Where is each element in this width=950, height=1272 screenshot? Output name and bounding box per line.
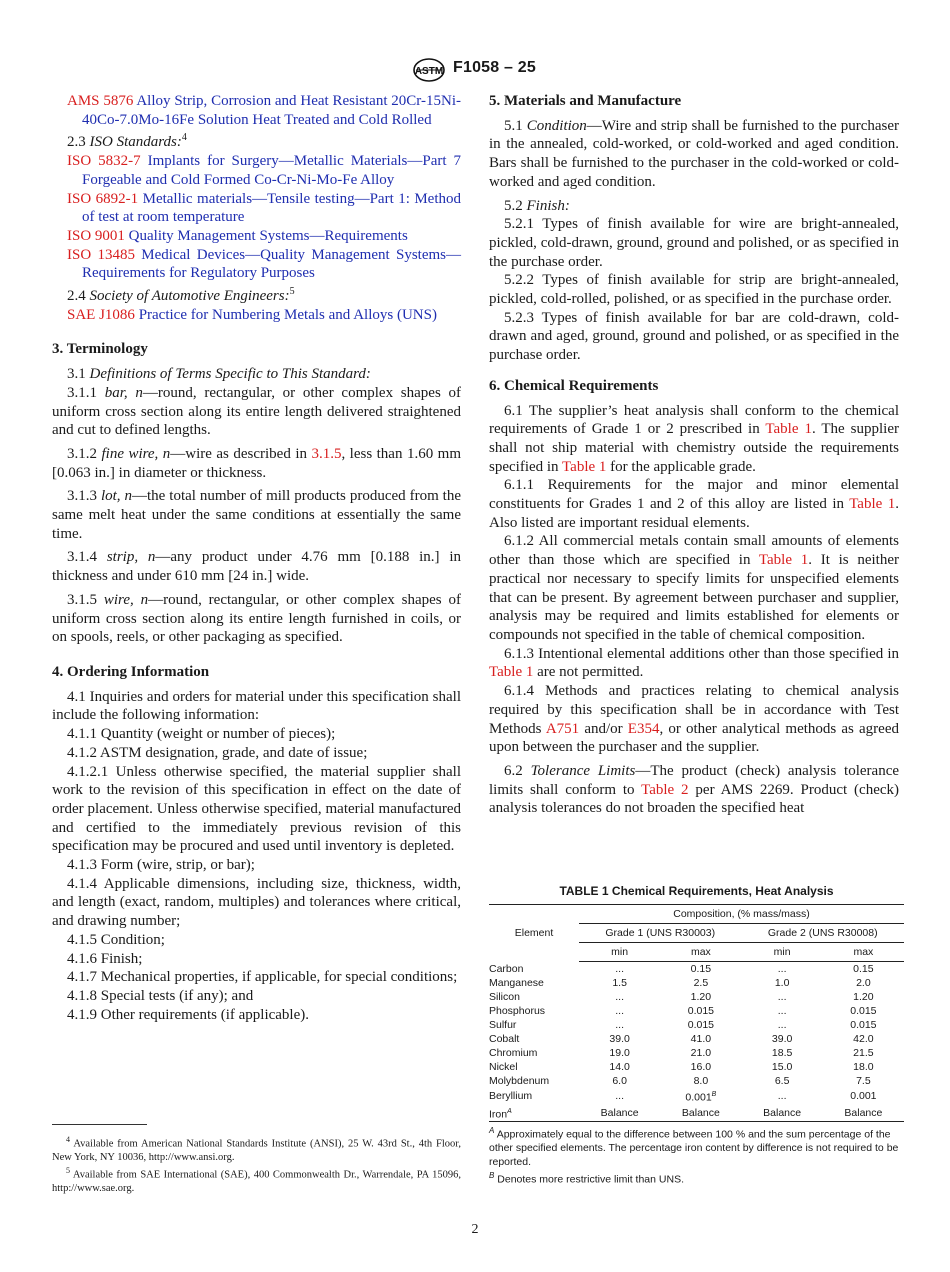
para-5-2: 5.2 Finish:	[504, 197, 570, 214]
terminology-heading: 3. Terminology	[52, 341, 148, 358]
table-row	[489, 1046, 904, 1060]
table-note-b: $^B$ Denotes more restrictive limit than UNS.	[489, 1171, 684, 1186]
element-name: Silicon	[489, 991, 520, 1003]
table-row	[489, 1004, 904, 1018]
reference-code[interactable]: SAE J1086	[67, 306, 135, 323]
link-table-2[interactable]: Table 2	[641, 781, 689, 798]
reference-item	[52, 306, 461, 325]
definition-bar: 3.1.1 bar, n—round, rectangular, or other complex shapes of uniform cross section along its entire length delivered straightened and cut to defined lengths.	[52, 384, 461, 439]
table-row	[489, 962, 904, 977]
reference-item	[52, 152, 461, 189]
element-name: Cobalt	[489, 1033, 520, 1045]
para-6-1-2: 6.1.2 All commercial metals contain small amounts of elements other than those which are specified in Table 1. It is neither practical nor necessary to specify limits for unspecified elements that can be present. By agreement between purchaser and supplier, analysis may be required and limits established for elements or compounds not specified in the table of chemical composition.	[489, 533, 899, 643]
table-row	[489, 1018, 904, 1032]
iso-references	[52, 152, 461, 283]
link-e354[interactable]: E354	[627, 720, 660, 737]
footnote: $^5$ Available from SAE International (SAE), 400 Commonwealth Dr., Warrendale, PA 15096, http://www.sae.org.	[52, 1166, 461, 1195]
ordering-paragraph: 4.1.3 Form (wire, strip, or bar);	[67, 857, 255, 874]
grade-2-max: 18.0	[853, 1061, 874, 1073]
col-grade-1: Grade 1 (UNS R30003)	[579, 924, 742, 943]
reference-code[interactable]: ISO 6892-1	[67, 190, 139, 207]
definition-3-1: 3.1 Definitions of Terms Specific to This Standard:	[67, 366, 371, 383]
ordering-paragraph: 4.1.2.1 Unless otherwise specified, the material supplier shall work to the revision of this specification in effect on the date of order placement. Unless otherwise specified, material manufactured and certified to the immediately previous revision of this specification may be procured and used until inventory is depleted.	[52, 763, 461, 855]
grade-1-max: 41.0	[690, 1033, 712, 1045]
reference-title[interactable]: Practice for Numbering Metals and Alloys (UNS)	[138, 306, 437, 323]
grade-1-max: $0.001^B$	[685, 1091, 717, 1104]
table-1-title: TABLE 1 Chemical Requirements, Heat Analysis	[559, 884, 834, 898]
table-row	[489, 1032, 904, 1046]
element-name: Nickel	[489, 1061, 518, 1073]
grade-1-max: 16.0	[690, 1061, 712, 1073]
grade-2-min: 15.0	[771, 1061, 793, 1073]
element-name: Iron$^A$	[489, 1105, 579, 1122]
link-table-1[interactable]: Table 1	[489, 664, 534, 681]
col-min: min	[742, 943, 823, 962]
table-row	[489, 990, 904, 1004]
ordering-paragraph: 4.1 Inquiries and orders for material under this specification shall include the following information:	[52, 688, 461, 724]
link-table-1[interactable]: Table 1	[562, 458, 607, 475]
grade-2-min: 1.0	[774, 977, 790, 989]
grade-2-max: 0.001	[850, 1090, 877, 1103]
page-number: 2	[471, 1222, 479, 1237]
sae-references	[52, 306, 461, 325]
element-name: Molybdenum	[489, 1075, 550, 1087]
grade-1-min: 1.5	[612, 977, 627, 989]
grade-1-min: 6.0	[612, 1075, 627, 1087]
definition-fine-wire: 3.1.2 fine wire, n—wire as described in 3.1.5, less than 1.60 mm [0.063 in.] in diameter or thickness.	[52, 445, 461, 481]
definition-lot: 3.1.3 lot, n—the total number of mill products produced from the same melt heat under the same conditions at essentially the same time.	[52, 488, 462, 542]
grade-2-min: ...	[777, 1019, 787, 1031]
grade-2-min: ...	[777, 1090, 787, 1103]
grade-2-max: Balance	[823, 1105, 904, 1122]
para-6-1-1: 6.1.1 Requirements for the major and minor elemental constituents for Grades 1 and 2 of this alloy are listed in Table 1. Also listed are important residual elements.	[489, 477, 899, 531]
reference-title[interactable]: Medical Devices—Quality Management Systems—Requirements for Regulatory Purposes	[82, 246, 461, 282]
col-element: Element	[489, 905, 579, 962]
para-5-2-2: 5.2.2 Types of finish available for strip are bright-annealed, pickled, cold-rolled, polished, or as specified in the purchase order.	[489, 272, 899, 308]
grade-2-max: 7.5	[856, 1075, 871, 1087]
grade-1-min: ...	[615, 1019, 624, 1031]
para-6-1: 6.1 The supplier’s heat analysis shall conform to the chemical requirements of Grade 1 or 2 prescribed in Table 1. The supplier shall not ship material with chemistry outside the requirements specified in Table 1 for the applicable grade.	[489, 402, 899, 475]
reference-title[interactable]: Alloy Strip, Corrosion and Heat Resistant 20Cr-15Ni-40Co-7.0Mo-16Fe Solution Heat Treated and Cold Rolled	[82, 93, 461, 128]
grade-1-max: 1.20	[690, 991, 712, 1003]
col-composition: Composition, (% mass/mass)	[579, 905, 904, 924]
footnote-rule	[52, 1124, 147, 1125]
link-table-1[interactable]: Table 1	[849, 496, 896, 513]
grade-1-min: ...	[615, 963, 624, 975]
page-header	[0, 58, 950, 84]
grade-2-min: ...	[777, 1005, 787, 1017]
grade-1-max: 2.5	[693, 977, 709, 989]
document-id: F1058 – 25	[453, 59, 536, 76]
col-max: max	[823, 943, 904, 962]
reference-code[interactable]: ISO 13485	[67, 246, 135, 263]
col-max: max	[660, 943, 741, 962]
ordering-paragraph: 4.1.6 Finish;	[67, 950, 143, 967]
footnotes	[52, 1133, 461, 1196]
table-row	[489, 1074, 904, 1088]
ordering-paragraph: 4.1.1 Quantity (weight or number of pieces);	[67, 726, 336, 743]
element-name: Phosphorus	[489, 1005, 546, 1017]
grade-1-min: ...	[615, 991, 624, 1003]
grade-2-min: Balance	[742, 1105, 823, 1122]
ordering-heading: 4. Ordering Information	[52, 663, 210, 680]
chemical-heading: 6. Chemical Requirements	[489, 377, 659, 394]
grade-2-min: ...	[777, 991, 787, 1003]
chemical-requirements-table	[489, 904, 904, 1122]
table-row	[489, 1060, 904, 1074]
sae-standards-heading: 2.4 Society of Automotive Engineers:$^5$	[67, 286, 295, 305]
col-grade-2: Grade 2 (UNS R30008)	[742, 924, 905, 943]
reference-code[interactable]: AMS 5876	[67, 93, 134, 109]
astm-logo-icon	[411, 58, 447, 82]
reference-title[interactable]: Quality Management Systems—Requirements	[128, 227, 408, 244]
para-5-2-3: 5.2.3 Types of finish available for bar are cold-drawn, cold-drawn and aged, ground, ground and polished, or as specified in the purchase order.	[489, 309, 899, 364]
grade-1-min: Balance	[579, 1105, 660, 1122]
grade-2-max: 42.0	[853, 1033, 874, 1045]
para-6-1-3: 6.1.3 Intentional elemental additions other than those specified in Table 1 are not permitted.	[489, 645, 899, 681]
definition-wire: 3.1.5 wire, n—round, rectangular, or other complex shapes of uniform cross section along its entire length furnished in coils, or on spools, reels, or other packaging as specified.	[52, 591, 461, 646]
grade-2-max: 0.015	[850, 1019, 877, 1031]
link-3-1-5[interactable]: 3.1.5	[311, 445, 342, 462]
table-note-a: $^A$ Approximately equal to the difference between 100 % and the sum percentage of the other specified elements. The percentage iron content by difference is not required to be reported.	[489, 1126, 899, 1168]
link-table-1[interactable]: Table 1	[758, 552, 809, 569]
reference-item	[52, 190, 461, 227]
para-5-2-1: 5.2.1 Types of finish available for wire are bright-annealed, pickled, cold-drawn, ground, ground and polished, or as specified in the purchase order.	[489, 216, 899, 270]
ordering-paragraph: 4.1.8 Special tests (if any); and	[67, 987, 254, 1004]
grade-1-max: 0.015	[687, 1005, 715, 1017]
reference-item	[52, 92, 461, 129]
table-row	[489, 1088, 904, 1105]
grade-2-min: 39.0	[771, 1033, 793, 1045]
definition-strip: 3.1.4 strip, n—any product under 4.76 mm [0.188 in.] in thickness and under 610 mm [24 in.] wide.	[52, 549, 462, 585]
grade-1-min: ...	[615, 1005, 624, 1017]
ordering-paragraph: 4.1.2 ASTM designation, grade, and date of issue;	[67, 744, 368, 761]
reference-item	[52, 227, 461, 246]
grade-2-min: 6.5	[774, 1075, 790, 1087]
right-column	[489, 92, 899, 818]
grade-2-max: 2.0	[856, 977, 871, 989]
reference-code[interactable]: ISO 5832-7	[67, 153, 141, 170]
para-5-1: 5.1 Condition—Wire and strip shall be furnished to the purchaser in the annealed, cold-worked, or cold-worked and aged condition. Bars shall be furnished to the purchaser in the cold-worked or cold-worked and aged condition.	[489, 117, 900, 190]
grade-1-max: 0.15	[690, 963, 712, 975]
link-table-1[interactable]: Table 1	[765, 421, 812, 438]
grade-1-min: 19.0	[609, 1047, 630, 1059]
ordering-paragraphs	[52, 688, 461, 1025]
grade-2-max: 0.15	[853, 963, 874, 975]
ordering-paragraph: 4.1.4 Applicable dimensions, including size, thickness, width, and length (exact, random, multiples) and tolerances where critical, and drawing number;	[52, 875, 461, 930]
ordering-paragraph: 4.1.5 Condition;	[67, 931, 165, 948]
link-a751[interactable]: A751	[545, 720, 580, 737]
element-name: Chromium	[489, 1047, 538, 1059]
grade-2-max: 21.5	[853, 1047, 874, 1059]
para-6-2: 6.2 Tolerance Limits—The product (check) analysis tolerance limits shall conform to Table 2 per AMS 2269. Product (check) analysis tolerances do not broaden the specified heat	[489, 762, 900, 817]
footnote: $^4$ Available from American National Standards Institute (ANSI), 25 W. 43rd St., 4th Floor, New York, NY 10036, http://www.ansi.org.	[52, 1135, 462, 1163]
table-row	[489, 1105, 904, 1122]
grade-1-max: 21.0	[690, 1047, 712, 1059]
table-1	[489, 884, 904, 1187]
reference-code[interactable]: ISO 9001	[67, 227, 125, 244]
ordering-paragraph: 4.1.7 Mechanical properties, if applicable, for special conditions;	[67, 969, 458, 986]
table-1-notes	[489, 1124, 904, 1187]
ams-references	[52, 92, 461, 129]
element-name: Sulfur	[489, 1019, 517, 1031]
grade-2-max: 1.20	[853, 991, 874, 1003]
reference-title[interactable]: Implants for Surgery—Metallic Materials—Part 7 Forgeable and Cold Formed Co-Cr-Ni-Mo-Fe Alloy	[82, 153, 462, 188]
grade-1-min: 39.0	[609, 1033, 630, 1045]
iso-standards-heading: 2.3 ISO Standards:$^4$	[67, 132, 187, 151]
grade-1-max: Balance	[660, 1105, 741, 1122]
grade-1-min: 14.0	[609, 1061, 630, 1073]
reference-title[interactable]: Metallic materials—Tensile testing—Part 1: Method of test at room temperature	[82, 190, 462, 226]
grade-1-min: ...	[615, 1090, 624, 1103]
svg-text:ASTM: ASTM	[414, 66, 444, 77]
ordering-paragraph: 4.1.9 Other requirements (if applicable).	[67, 1006, 309, 1023]
grade-2-min: ...	[777, 963, 787, 975]
left-column	[52, 92, 461, 1024]
reference-item	[52, 246, 461, 283]
element-name: Carbon	[489, 962, 524, 975]
col-min: min	[579, 943, 660, 962]
grade-1-max: 8.0	[693, 1075, 709, 1087]
materials-heading: 5. Materials and Manufacture	[489, 93, 682, 109]
table-row	[489, 976, 904, 990]
grade-1-max: 0.015	[687, 1019, 715, 1031]
grade-2-min: 18.5	[771, 1047, 793, 1059]
grade-2-max: 0.015	[850, 1005, 877, 1017]
para-6-1-4: 6.1.4 Methods and practices relating to chemical analysis required by this specification shall be in accordance with Test Methods A751 and/or E354, or other analytical methods as agreed upon between the purchaser and the supplier.	[489, 683, 899, 756]
element-name: Manganese	[489, 977, 544, 989]
element-name: Beryllium	[489, 1090, 533, 1103]
